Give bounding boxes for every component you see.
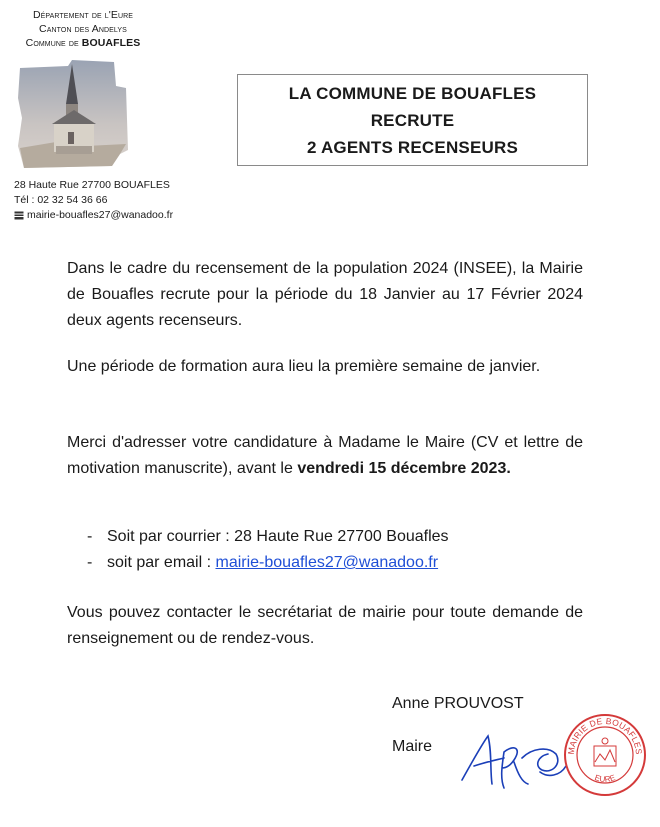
- paragraph-intro: Dans le cadre du recensement de la population 2024 (INSEE), la Mairie de Bouafles recrute pour la période du 18 Janvier au 17 Février 2024 deux agents recenseurs.: [67, 260, 583, 329]
- postal-method: Soit par courrier : 28 Haute Rue 27700 Bouafles: [107, 528, 449, 545]
- mayor-name: Anne PROUVOST: [392, 695, 524, 712]
- letterhead: [8, 8, 198, 50]
- commune-prefix: Commune de: [25, 37, 82, 49]
- title-line-1: LA COMMUNE DE BOUAFLES: [288, 83, 537, 103]
- title-box: [237, 74, 588, 166]
- paragraph-training: Une période de formation aura lieu la première semaine de janvier.: [67, 358, 541, 375]
- mayor-title: Maire: [392, 738, 433, 755]
- contact-block: [14, 178, 173, 223]
- application-text: Merci d'adresser votre candidature à Madame le Maire (CV et lettre de motivation manuscrite), avant le: [67, 434, 583, 477]
- phone-line: Tél : 02 32 54 36 66: [14, 194, 108, 206]
- email-method: [107, 550, 438, 576]
- bullet-dash: -: [87, 528, 93, 545]
- title-line-2: RECRUTE: [370, 110, 455, 130]
- svg-text:EURE: [594, 773, 617, 784]
- paragraph-application: [67, 430, 583, 482]
- title-line-3: 2 AGENTS RECENSEURS: [307, 137, 518, 157]
- department-line: Département de l'Eure: [32, 9, 134, 21]
- address-line: 28 Haute Rue 27700 BOUAFLES: [14, 179, 170, 191]
- list-item: [87, 550, 449, 576]
- church-photo: [16, 58, 130, 170]
- stamp-text-bottom: EURE: [593, 773, 617, 785]
- deadline-date: vendredi 15 décembre 2023.: [297, 460, 511, 477]
- town-hall-stamp: [562, 712, 648, 798]
- commune-line: [8, 36, 158, 50]
- mail-icon: [14, 211, 24, 220]
- email-row: [14, 208, 173, 223]
- email-method-prefix: soit par email :: [107, 554, 216, 571]
- bullet-dash: -: [87, 554, 93, 571]
- email-link[interactable]: mairie-bouafles27@wanadoo.fr: [215, 554, 439, 571]
- list-item: [87, 524, 449, 550]
- canton-line: Canton des Andelys: [39, 23, 127, 35]
- commune-name: BOUAFLES: [81, 37, 141, 49]
- handwritten-signature: [452, 722, 570, 796]
- paragraph-contact: Vous pouvez contacter le secrétariat de mairie pour toute demande de renseignement ou de rendez-vous.: [67, 604, 583, 647]
- contact-methods-list: [87, 524, 449, 576]
- stamp-text-top: MAIRIE DE BOUAFLES: [565, 715, 645, 756]
- email-line: mairie-bouafles27@wanadoo.fr: [27, 209, 174, 221]
